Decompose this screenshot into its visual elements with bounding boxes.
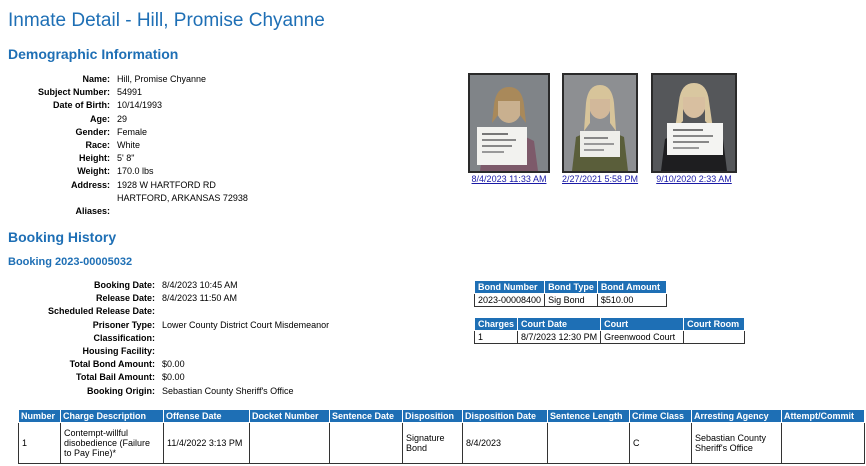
bond-amount-header: Bond Amount	[597, 281, 666, 294]
booking-date-value: 8/4/2023 10:45 AM	[162, 280, 238, 290]
total-bond-label: Total Bond Amount:	[69, 359, 156, 370]
disposition-header: Disposition	[403, 410, 463, 423]
docket-number-header: Docket Number	[250, 410, 330, 423]
age-label: Age:	[90, 113, 111, 124]
mugshot-3[interactable]	[651, 73, 737, 184]
booking-date-label: Booking Date:	[94, 280, 156, 290]
weight-value: 170.0 lbs	[117, 166, 154, 177]
court-cell: Greenwood Court	[601, 331, 684, 344]
disposition-cell: Signature Bond	[403, 423, 463, 464]
height-value: 5' 8"	[117, 153, 135, 164]
court-room-cell	[684, 331, 745, 344]
aliases-value	[117, 205, 248, 218]
bond-type-cell: Sig Bond	[545, 294, 598, 307]
mugshot-date-link-2[interactable]: 2/27/2021 5:58 PM	[562, 174, 639, 184]
race-label: Race:	[85, 140, 111, 151]
classification-value	[162, 332, 329, 345]
prisoner-type-value: Lower County District Court Misdemeanor	[162, 319, 330, 330]
demographics-heading: Demographic Information	[8, 46, 179, 62]
total-bond-value: $0.00	[162, 359, 185, 370]
weight-label: Weight:	[77, 166, 111, 177]
booking-origin-label: Booking Origin:	[87, 385, 156, 396]
subject-number-label: Subject Number:	[38, 87, 111, 98]
bond-number-header: Bond Number	[475, 281, 545, 294]
sentence-date-cell	[330, 423, 403, 464]
bond-amount-cell: $510.00	[597, 294, 666, 307]
table-row	[475, 331, 745, 344]
mugshot-date-link-3[interactable]: 9/10/2020 2:33 AM	[656, 174, 732, 184]
charges-table	[18, 409, 865, 464]
charge-description-header: Charge Description	[61, 410, 164, 423]
scheduled-release-value	[162, 305, 329, 318]
offense-date-cell: 11/4/2022 3:13 PM	[164, 423, 250, 464]
release-date-label: Release Date:	[96, 293, 156, 304]
docket-number-cell	[250, 423, 330, 464]
mugshot-photo-1[interactable]	[468, 73, 550, 173]
court-date-header: Court Date	[518, 318, 601, 331]
court-room-header: Court Room	[684, 318, 745, 331]
charges-header: Charges	[475, 318, 518, 331]
dob-value: 10/14/1993	[117, 100, 163, 111]
arresting-agency-cell: Sebastian County Sheriff's Office	[692, 423, 782, 464]
number-cell: 1	[19, 423, 61, 464]
crime-class-header: Crime Class	[630, 410, 692, 423]
disposition-date-header: Disposition Date	[463, 410, 548, 423]
mugshot-2[interactable]	[562, 73, 638, 184]
mugshot-photo-2[interactable]	[562, 73, 638, 173]
aliases-label: Aliases:	[75, 206, 111, 217]
booking-details-table	[48, 279, 329, 398]
housing-facility-value	[162, 345, 329, 358]
court-date-cell: 8/7/2023 12:30 PM	[518, 331, 601, 344]
attempt-commit-header: Attempt/Commit	[782, 410, 865, 423]
charges-cell: 1	[475, 331, 518, 344]
sentence-length-cell	[548, 423, 630, 464]
table-row	[19, 423, 865, 464]
race-value: White	[117, 140, 141, 151]
mugshot-1[interactable]	[468, 73, 550, 184]
gender-label: Gender:	[75, 126, 111, 137]
housing-facility-label: Housing Facility:	[82, 346, 156, 357]
height-label: Height:	[79, 153, 111, 164]
offense-date-header: Offense Date	[164, 410, 250, 423]
classification-label: Classification:	[93, 332, 156, 343]
page-title: Inmate Detail - Hill, Promise Chyanne	[8, 10, 325, 31]
name-value: Hill, Promise Chyanne	[117, 74, 207, 84]
address-label: Address:	[71, 179, 111, 190]
booking-history-heading: Booking History	[8, 229, 117, 245]
booking-heading: Booking 2023-00005032	[8, 256, 133, 268]
sentence-length-header: Sentence Length	[548, 410, 630, 423]
mugshot-date-link-1[interactable]: 8/4/2023 11:33 AM	[471, 174, 547, 184]
age-value: 29	[117, 113, 128, 124]
mugshot-photo-3[interactable]	[651, 73, 737, 173]
subject-number-value: 54991	[117, 87, 143, 98]
prisoner-type-label: Prisoner Type:	[92, 319, 156, 330]
disposition-date-cell: 8/4/2023	[463, 423, 548, 464]
address-line-2: HARTFORD, ARKANSAS 72938	[117, 192, 248, 203]
name-label: Name:	[82, 74, 111, 84]
court-table	[474, 317, 745, 344]
court-header: Court	[601, 318, 684, 331]
sentence-date-header: Sentence Date	[330, 410, 403, 423]
attempt-commit-cell	[782, 423, 865, 464]
charge-description-cell: Contempt-willful disobedience (Failure to Pay Fine)*	[61, 423, 164, 464]
address-value	[117, 179, 248, 205]
total-bail-label: Total Bail Amount:	[76, 372, 156, 383]
number-header: Number	[19, 410, 61, 423]
bond-type-header: Bond Type	[545, 281, 598, 294]
arresting-agency-header: Arresting Agency	[692, 410, 782, 423]
booking-origin-value: Sebastian County Sheriff's Office	[162, 385, 294, 396]
release-date-value: 8/4/2023 11:50 AM	[162, 293, 237, 304]
address-line-1: 1928 W HARTFORD RD	[117, 179, 216, 190]
table-row	[475, 294, 667, 307]
gender-value: Female	[117, 126, 148, 137]
demographics-table	[38, 73, 248, 218]
bond-number-cell: 2023-00008400	[475, 294, 545, 307]
crime-class-cell: C	[630, 423, 692, 464]
bond-table	[474, 280, 667, 307]
scheduled-release-label: Scheduled Release Date:	[48, 306, 156, 317]
dob-label: Date of Birth:	[53, 100, 111, 111]
total-bail-value: $0.00	[162, 372, 185, 383]
